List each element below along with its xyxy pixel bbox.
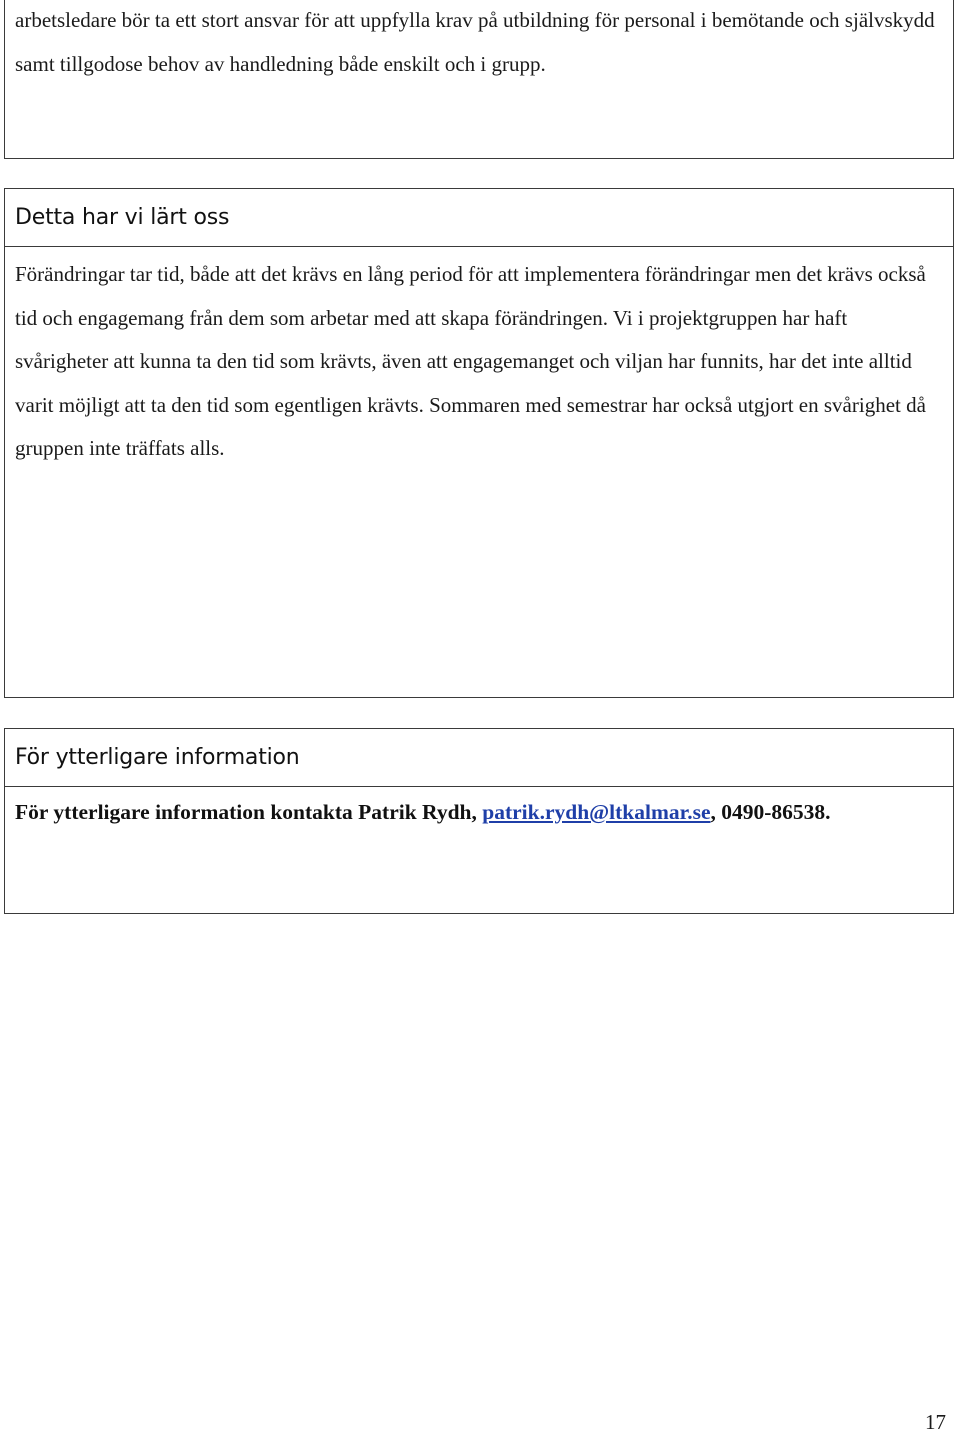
intro-paragraph: arbetsledare bör ta ett stort ansvar för att uppfylla krav på utbildning för personal i bemötande och självskydd samt tillgodose behov av handledning både enskilt och i grupp. — [15, 8, 935, 76]
further-info-heading: För ytterligare information — [15, 745, 300, 770]
lessons-learned-box — [4, 188, 954, 698]
lessons-learned-paragraph: Förändringar tar tid, både att det krävs en lång period för att implementera förändringar men det krävs också tid och engagemang från dem som arbetar med att skapa förändringen. Vi i projektgruppen har haft svårigheter att kunna ta den tid som krävts, även att engagemanget och viljan har funnits, har det inte alltid varit möjligt att ta den tid som egentligen krävts. Sommaren med semestrar har också utgjort en svårighet då gruppen inte träffats alls. — [15, 262, 926, 461]
lessons-learned-header — [5, 189, 953, 247]
further-info-header — [5, 729, 953, 787]
lessons-learned-heading: Detta har vi lärt oss — [15, 205, 230, 230]
further-info-box — [4, 728, 954, 914]
page-number: 17 — [925, 1410, 946, 1434]
contact-prefix: För ytterligare information kontakta Patrik Rydh, — [15, 800, 483, 824]
intro-text-box — [4, 0, 954, 159]
contact-suffix: , 0490-86538. — [710, 800, 831, 824]
email-link[interactable]: patrik.rydh@ltkalmar.se — [482, 800, 711, 824]
contact-line — [5, 787, 953, 827]
